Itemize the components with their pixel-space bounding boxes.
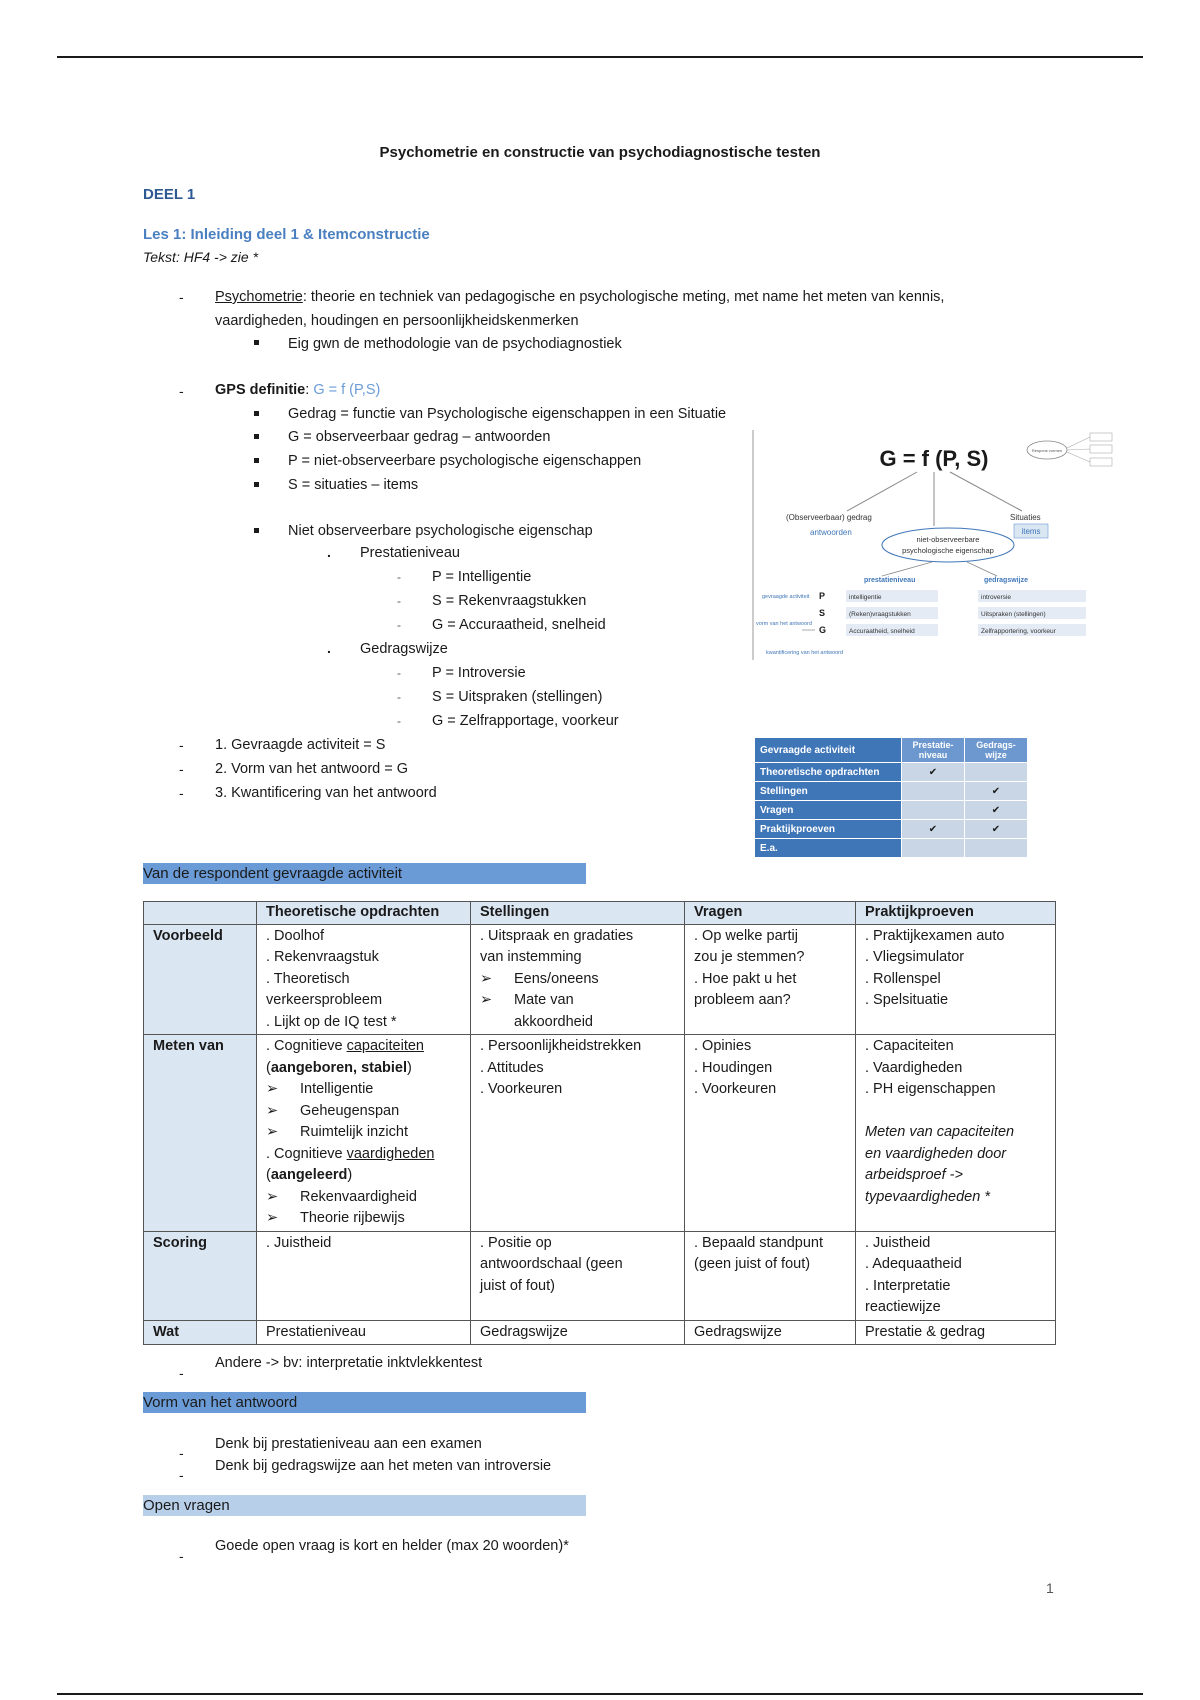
fig-row-b: introversie (981, 594, 1011, 601)
activity-table (143, 901, 1056, 1345)
table-cell (257, 924, 471, 1035)
open-item: Goede open vraag is kort en helder (max 20 woorden)* (215, 1538, 569, 1554)
page-title: Psychometrie en constructie van psychodiagnostische testen (379, 144, 821, 161)
column-header: Stellingen (471, 902, 685, 925)
cell-line: . Doolhof (266, 927, 325, 944)
table-cell (856, 1231, 1056, 1320)
numbered-item: 1. Gevraagde activiteit = S (215, 737, 386, 753)
bullet-dash: - (179, 1365, 184, 1381)
table-cell (257, 1231, 471, 1320)
fig-row-a: Accuraatheid, snelheid (849, 628, 915, 635)
bullet-dash: - (397, 618, 401, 632)
cell-line: van instemming (480, 949, 582, 965)
table-cell: Prestatieniveau (257, 1320, 471, 1345)
arrow-item (480, 969, 675, 991)
activity-summary-table (754, 737, 1028, 858)
cell-line: . Voorkeuren (694, 1081, 777, 1097)
fig-left-1: gevraagde activiteit (762, 594, 810, 600)
fig-row-b: Uitspraken (stellingen) (981, 611, 1046, 618)
bullet-dash: - (397, 594, 401, 608)
cell-line: . Hoe pakt u het (694, 970, 797, 987)
arrow-icon: ➢ (266, 1124, 279, 1140)
bullet-dash: - (179, 289, 184, 305)
cell-line: Rekenvaardigheid (300, 1188, 417, 1205)
cell-line: . Houdingen (694, 1059, 773, 1076)
arrow-item (266, 1208, 461, 1230)
fig-bubble: Respons vormen (1031, 448, 1063, 453)
row-label: Scoring (144, 1231, 257, 1320)
arrow-item (266, 1101, 461, 1123)
table-row-wat (144, 1320, 1056, 1345)
fig-center-2: psychologische eigenschap (902, 546, 994, 555)
fig-letter-p: P (819, 591, 826, 601)
bullet-dash: - (397, 690, 401, 704)
bullet-dash: - (179, 761, 184, 777)
prestatie-item: P = Intelligentie (432, 569, 532, 585)
bullet-square (254, 528, 259, 533)
prestatie-item: G = Accuraatheid, snelheid (432, 617, 606, 633)
lesson-heading: Les 1: Inleiding deel 1 & Itemconstructie (143, 226, 430, 243)
bullet-square (254, 434, 259, 439)
gedrag-label: Gedragswijze (360, 641, 448, 657)
mini-header: Gedrags-wijze (965, 738, 1028, 763)
vorm-item: Denk bij prestatieniveau aan een examen (215, 1436, 482, 1452)
definition-line-2: vaardigheden, houdingen en persoonlijkheidskenmerken (215, 313, 579, 329)
bullet-square (254, 458, 259, 463)
gps-colon: : (305, 382, 314, 398)
cell-line: Geheugenspan (300, 1102, 400, 1119)
cell-line: zou je stemmen? (694, 949, 805, 965)
cell-line: . Vliegsimulator (865, 949, 965, 965)
cell-line: Meten van capaciteiten (865, 1124, 1015, 1140)
arrow-icon: ➢ (480, 992, 493, 1008)
column-header: Theoretische opdrachten (257, 902, 471, 925)
table-cell (471, 1035, 685, 1232)
cell-line: en vaardigheden door (865, 1145, 1007, 1162)
cell-line: . Positie op (480, 1234, 552, 1251)
cell-line: Eens/oneens (514, 970, 599, 987)
cell-line: . Lijkt op de IQ test * (266, 1013, 397, 1030)
gps-item: P = niet-observeerbare psychologische eigenschappen (288, 453, 642, 469)
section-heading-vorm: Vorm van het antwoord (143, 1392, 586, 1413)
mini-row (755, 782, 1028, 801)
table-cell: Gedragswijze (685, 1320, 856, 1345)
cell-line: antwoordschaal (geen (480, 1256, 623, 1272)
arrow-item (480, 990, 675, 1012)
gps-formula: G = f (P,S) (313, 382, 381, 398)
gps-item: G = observeerbaar gedrag – antwoorden (288, 429, 551, 445)
cell-text: aangeboren, stabiel (270, 1059, 408, 1076)
fig-antwoorden: antwoorden (810, 528, 852, 537)
cell-line: . Opinies (694, 1038, 752, 1054)
table-cell (856, 924, 1056, 1035)
mini-row (755, 820, 1028, 839)
mini-header: Gevraagde activiteit (755, 738, 902, 763)
gedrag-item: S = Uitspraken (stellingen) (432, 689, 603, 705)
cell-line: Theorie rijbewijs (300, 1210, 405, 1226)
cell-line (266, 1036, 461, 1058)
mini-check: ✔ (965, 801, 1028, 820)
fig-prestatieniveau: prestatieniveau (864, 577, 916, 584)
cell-line: Ruimtelijk inzicht (300, 1124, 408, 1140)
gps-item: Gedrag = functie van Psychologische eigenschappen in een Situatie (288, 406, 727, 422)
row-label: Meten van (144, 1035, 257, 1232)
definition-line-1: : theorie en techniek van pedagogische en psychologische meting, met name het meten van kennis, (302, 289, 945, 305)
mini-header-row (755, 738, 1028, 763)
fig-row-b: Zelfrapportering, voorkeur (981, 628, 1056, 635)
bullet-square (254, 340, 259, 345)
fig-left-2: vorm van het antwoord (756, 621, 812, 627)
cell-line: . Theoretisch (266, 970, 350, 987)
bullet-square (254, 482, 259, 487)
cell-line: akkoordheid (514, 1013, 593, 1030)
table-cell: Prestatie & gedrag (856, 1320, 1056, 1345)
mini-row-label: Vragen (755, 801, 902, 820)
numbered-item: 3. Kwantificering van het antwoord (215, 785, 437, 801)
page-number: 1 (1046, 1580, 1054, 1596)
mini-check (902, 839, 965, 858)
gps-item: Niet observeerbare psychologische eigenschap (288, 523, 593, 539)
table-row-voorbeeld (144, 924, 1056, 1035)
cell-line: . Spelsituatie (865, 992, 949, 1008)
mini-row-label: Stellingen (755, 782, 902, 801)
cell-line: juist of fout) (480, 1277, 555, 1294)
cell-text: . Cognitieve (266, 1038, 347, 1054)
table-cell (856, 1035, 1056, 1232)
cell-line: . Rollenspel (865, 970, 941, 987)
bullet-dash: - (179, 737, 184, 753)
mini-row (755, 801, 1028, 820)
gps-label: GPS definitie (215, 382, 306, 398)
table-cell: Gedragswijze (471, 1320, 685, 1345)
psychometrie-definition (215, 287, 944, 307)
vorm-item: Denk bij gedragswijze aan het meten van introversie (215, 1458, 552, 1474)
column-header: Vragen (685, 902, 856, 925)
cell-line: . Juistheid (266, 1234, 332, 1251)
part-heading: DEEL 1 (143, 186, 196, 203)
mini-row (755, 763, 1028, 782)
gps-item: S = situaties – items (288, 477, 419, 493)
prestatie-item: S = Rekenvraagstukken (432, 593, 587, 609)
table-row-meten (144, 1035, 1056, 1232)
bullet-dash: - (397, 714, 401, 728)
arrow-icon: ➢ (266, 1188, 279, 1205)
fig-letter-s: S (819, 608, 826, 618)
fig-bottom: kwantificering van het antwoord (766, 650, 844, 656)
cell-text: capaciteiten (346, 1038, 424, 1054)
cell-line: . Vaardigheden (865, 1059, 963, 1076)
mini-row (755, 839, 1028, 858)
arrow-icon: ➢ (480, 970, 493, 987)
mini-check (902, 801, 965, 820)
table-cell (685, 1231, 856, 1320)
mini-check: ✔ (902, 820, 965, 839)
arrow-icon: ➢ (266, 1081, 279, 1097)
bullet-dash: - (179, 785, 184, 801)
mini-check: ✔ (965, 782, 1028, 801)
cell-line: (geen juist of fout) (694, 1256, 811, 1272)
cell-line: . Capaciteiten (865, 1038, 954, 1054)
mini-row-label: Theoretische opdrachten (755, 763, 902, 782)
fig-letter-g: G (819, 625, 827, 635)
cell-line: reactiewijze (865, 1299, 941, 1315)
section-heading-open: Open vragen (143, 1495, 586, 1516)
cell-line: . Uitspraak en gradaties (480, 927, 634, 944)
bullet-dash: - (179, 1445, 184, 1461)
bullet-dash: - (179, 1467, 184, 1483)
bullet-dot: . (327, 544, 331, 560)
cell-line: probleem aan? (694, 992, 791, 1008)
cell-line: typevaardigheden * (865, 1188, 990, 1205)
table-header-row (144, 902, 1056, 925)
fig-row-a: intelligentie (849, 594, 882, 601)
gps-figure (752, 428, 1127, 660)
bottom-rule (57, 1693, 1143, 1695)
table-row-scoring (144, 1231, 1056, 1320)
mini-check (965, 839, 1028, 858)
cell-line (266, 1144, 461, 1166)
mini-check: ✔ (965, 820, 1028, 839)
bullet-dot: . (327, 640, 331, 656)
table-cell (471, 1231, 685, 1320)
gedrag-item: G = Zelfrapportage, voorkeur (432, 713, 619, 729)
table-cell (685, 924, 856, 1035)
cell-line: (aangeboren, stabiel) (266, 1059, 412, 1076)
bullet-square (254, 411, 259, 416)
cell-line: arbeidsproef -> (865, 1167, 963, 1183)
cell-line: . Voorkeuren (480, 1081, 563, 1097)
text-reference: Tekst: HF4 -> zie * (143, 249, 259, 265)
cell-line: . Persoonlijkheidstrekken (480, 1038, 642, 1054)
psychometrie-term: Psychometrie (215, 289, 303, 305)
cell-line: verkeersprobleem (266, 992, 383, 1008)
fig-row-a: (Reken)vraagstukken (849, 611, 911, 618)
arrow-icon: ➢ (266, 1102, 279, 1119)
gps-heading (215, 380, 380, 400)
psychometrie-sub: Eig gwn de methodologie van de psychodiagnostiek (288, 336, 622, 352)
arrow-item (266, 1187, 461, 1209)
mini-row-label: Praktijkproeven (755, 820, 902, 839)
mini-check: ✔ (902, 763, 965, 782)
table-cell (471, 924, 685, 1035)
arrow-item (266, 1079, 461, 1101)
cell-line: . PH eigenschappen (865, 1081, 996, 1097)
andere-note: Andere -> bv: interpretatie inktvlekkentest (215, 1355, 483, 1371)
mini-row-label: E.a. (755, 839, 902, 858)
arrow-item (266, 1122, 461, 1144)
cell-line: . Praktijkexamen auto (865, 927, 1005, 944)
fig-items: items (1021, 527, 1041, 536)
fig-center-1: niet-observeerbare (916, 535, 980, 544)
gedrag-item: P = Introversie (432, 665, 526, 681)
arrow-icon: ➢ (266, 1210, 279, 1226)
fig-situaties: Situaties (1010, 513, 1041, 522)
cell-text: vaardigheden (346, 1145, 435, 1162)
cell-line: . Interpretatie (865, 1277, 951, 1294)
bullet-dash: - (179, 383, 184, 399)
cell-line: Intelligentie (300, 1081, 374, 1097)
cell-line: . Juistheid (865, 1234, 931, 1251)
prestatie-label: Prestatieniveau (360, 545, 460, 561)
bullet-dash: - (397, 570, 401, 584)
cell-line: . Attitudes (480, 1059, 544, 1076)
cell-line: Mate van (514, 992, 574, 1008)
column-header: Praktijkproeven (856, 902, 1056, 925)
mini-check (902, 782, 965, 801)
row-label: Voorbeeld (144, 924, 257, 1035)
numbered-item: 2. Vorm van het antwoord = G (215, 761, 409, 777)
table-cell (685, 1035, 856, 1232)
section-heading-activity: Van de respondent gevraagde activiteit (143, 863, 586, 884)
table-corner (144, 902, 257, 925)
cell-line: . Op welke partij (694, 927, 798, 944)
fig-gedragswijze: gedragswijze (984, 577, 1028, 584)
fig-observeerbaar: (Observeerbaar) gedrag (786, 513, 872, 522)
top-rule (57, 56, 1143, 58)
cell-text: . Cognitieve (266, 1145, 347, 1162)
spacer (865, 1101, 1046, 1123)
fig-formula: G = f (P, S) (879, 446, 989, 471)
bullet-dash: - (397, 666, 401, 680)
mini-check (965, 763, 1028, 782)
mini-header: Prestatie-niveau (902, 738, 965, 763)
cell-line: . Bepaald standpunt (694, 1234, 823, 1251)
table-cell (257, 1035, 471, 1232)
cell-line: (aangeleerd) (266, 1167, 353, 1183)
cell-text: aangeleerd (270, 1167, 348, 1183)
cell-line: . Rekenvraagstuk (266, 949, 379, 965)
bullet-dash: - (179, 1548, 184, 1564)
cell-line: . Adequaatheid (865, 1256, 962, 1272)
row-label: Wat (144, 1320, 257, 1345)
